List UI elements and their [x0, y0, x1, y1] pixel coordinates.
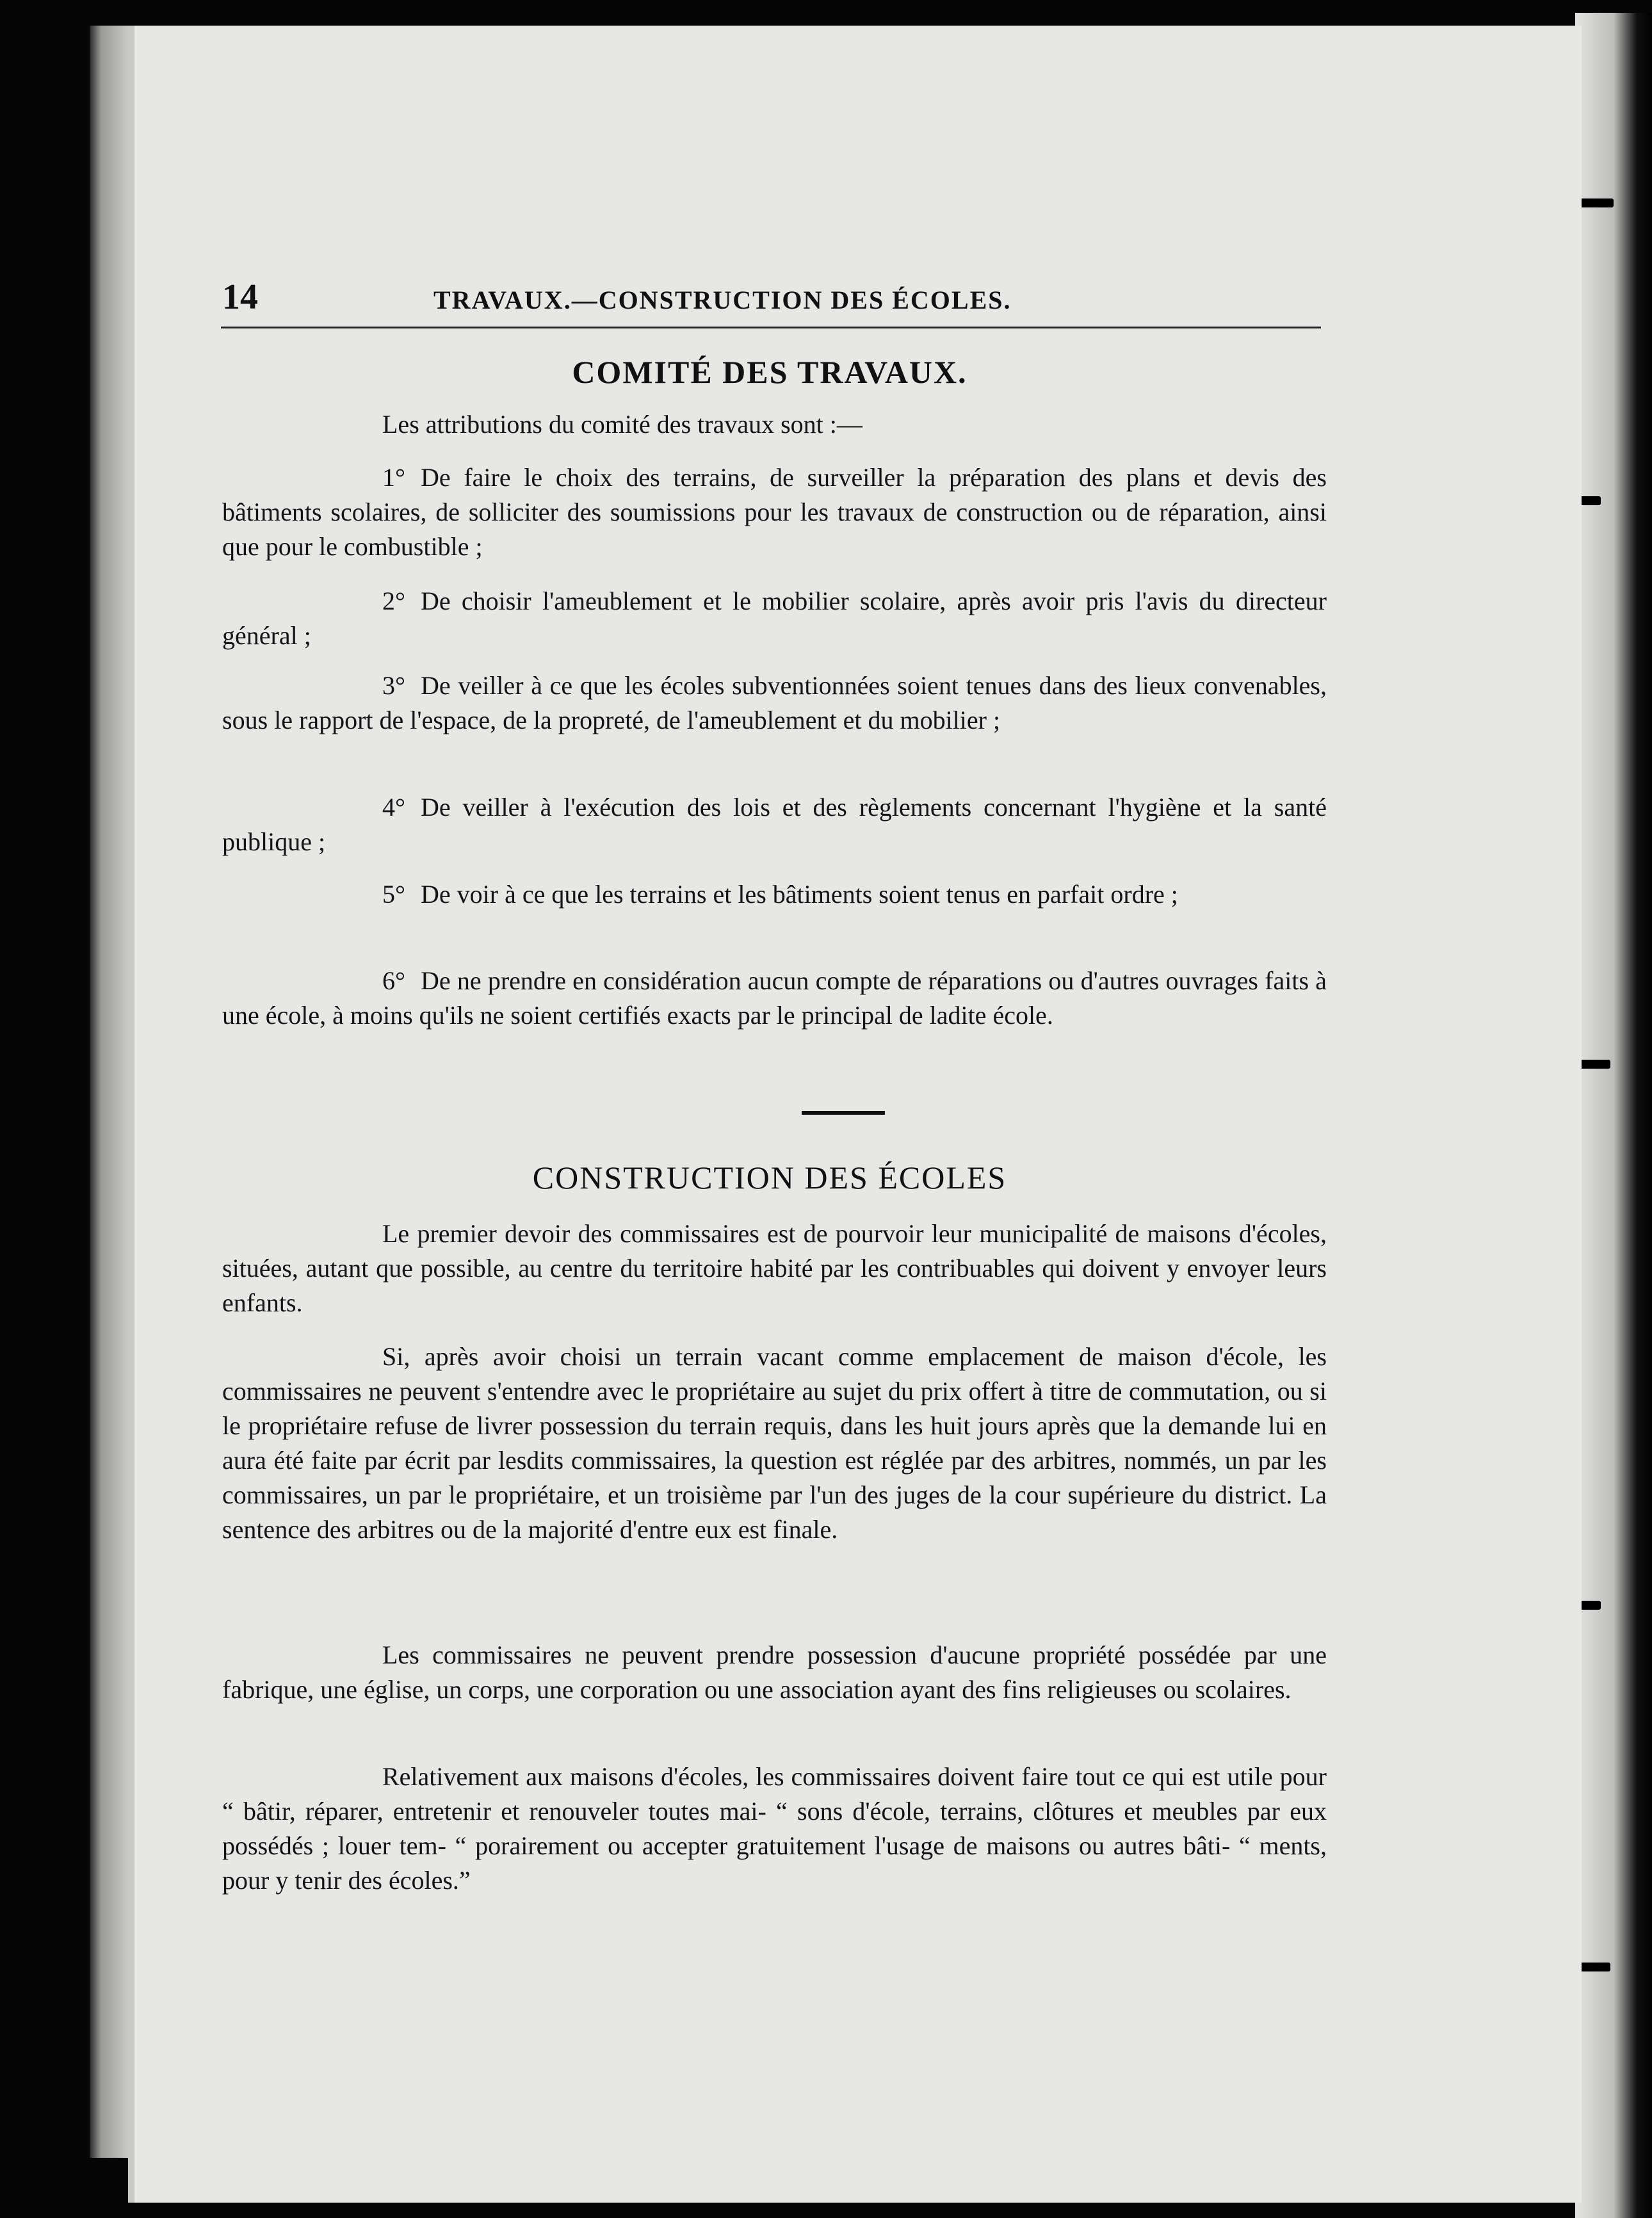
item-text: De veiller à l'exécution des lois et des règlements concernant l'hygiène et la santé publique ;	[222, 793, 1327, 856]
construction-paragraph: Le premier devoir des commissaires est de pourvoir leur municipalité de maisons d'écoles, situées, autant que possible, au centre du territoire habité par les contribuables qui doivent y envoyer leurs enfants.	[222, 1219, 1327, 1317]
page-number: 14	[222, 277, 258, 317]
item-number: 5°	[382, 880, 405, 909]
page-edges	[90, 26, 128, 2158]
item-number: 6°	[382, 966, 405, 995]
running-header	[222, 277, 1311, 315]
item-number: 3°	[382, 671, 405, 700]
comite-intro: Les attributions du comité des travaux sont :—	[382, 410, 862, 439]
item-text: De faire le choix des terrains, de surveiller la préparation des plans et devis des bâtiments scolaires, de solliciter des soumissions pour les travaux de construction ou de réparation, ainsi que pour le combustible ;	[222, 463, 1327, 561]
construction-paragraph: Les commissaires ne peuvent prendre possession d'aucune propriété possédée par une fabrique, une église, un corps, une corporation ou une association ayant des fins religieuses ou scolaires.	[222, 1640, 1327, 1704]
item-number: 4°	[382, 793, 405, 822]
section-title-comite: COMITÉ DES TRAVAUX.	[572, 354, 968, 390]
item-text: De ne prendre en considération aucun compte de réparations ou d'autres ouvrages faits à une école, à moins qu'ils ne soient certifiés exacts par le principal de ladite école.	[222, 966, 1327, 1030]
item-text: De voir à ce que les terrains et les bâtiments soient tenus en parfait ordre ;	[421, 880, 1178, 909]
comite-item	[222, 668, 1327, 738]
section-divider	[802, 1111, 885, 1115]
item-number: 2°	[382, 587, 405, 615]
running-title: TRAVAUX.—CONSTRUCTION DES ÉCOLES.	[433, 286, 1012, 314]
comite-item	[222, 790, 1327, 859]
comite-item	[222, 460, 1327, 564]
header-rule	[221, 327, 1321, 328]
item-text: De veiller à ce que les écoles subventionnées soient tenues dans des lieux convenables, sous le rapport de l'espace, de la propreté, de l'ameublement et du mobilier ;	[222, 671, 1327, 734]
item-text: De choisir l'ameublement et le mobilier scolaire, après avoir pris l'avis du directeur général ;	[222, 587, 1327, 650]
comite-item	[222, 584, 1327, 653]
book-spine	[1575, 13, 1652, 2218]
construction-paragraph: Relativement aux maisons d'écoles, les commissaires doivent faire tout ce qui est utile pour “ bâtir, réparer, entretenir et renouveler toutes mai- “ sons d'école, terrains, clôtures et meubles par eux possédés ; louer tem- “ porairement ou accepter gratuitement l'usage de maisons ou autres bâti- “ ments, pour y tenir des écoles.”	[222, 1762, 1327, 1895]
item-number: 1°	[382, 463, 405, 492]
section-title-construction: CONSTRUCTION DES ÉCOLES	[532, 1160, 1007, 1195]
comite-item	[222, 964, 1327, 1033]
comite-item	[222, 877, 1327, 912]
construction-paragraph: Si, après avoir choisi un terrain vacant comme emplacement de maison d'école, les commissaires ne peuvent s'entendre avec le propriétaire au sujet du prix offert à titre de commutation, ou si le propriétaire refuse de livrer possession du terrain requis, dans les huit jours après que la demande lui en aura été faite par écrit par lesdits commissaires, la question est réglée par des arbitres, nommés, un par les commissaires, un par le propriétaire, et un troisième par l'un des juges de la cour supérieure du district. La sentence des arbitres ou de la majorité d'entre eux est finale.	[222, 1342, 1327, 1544]
